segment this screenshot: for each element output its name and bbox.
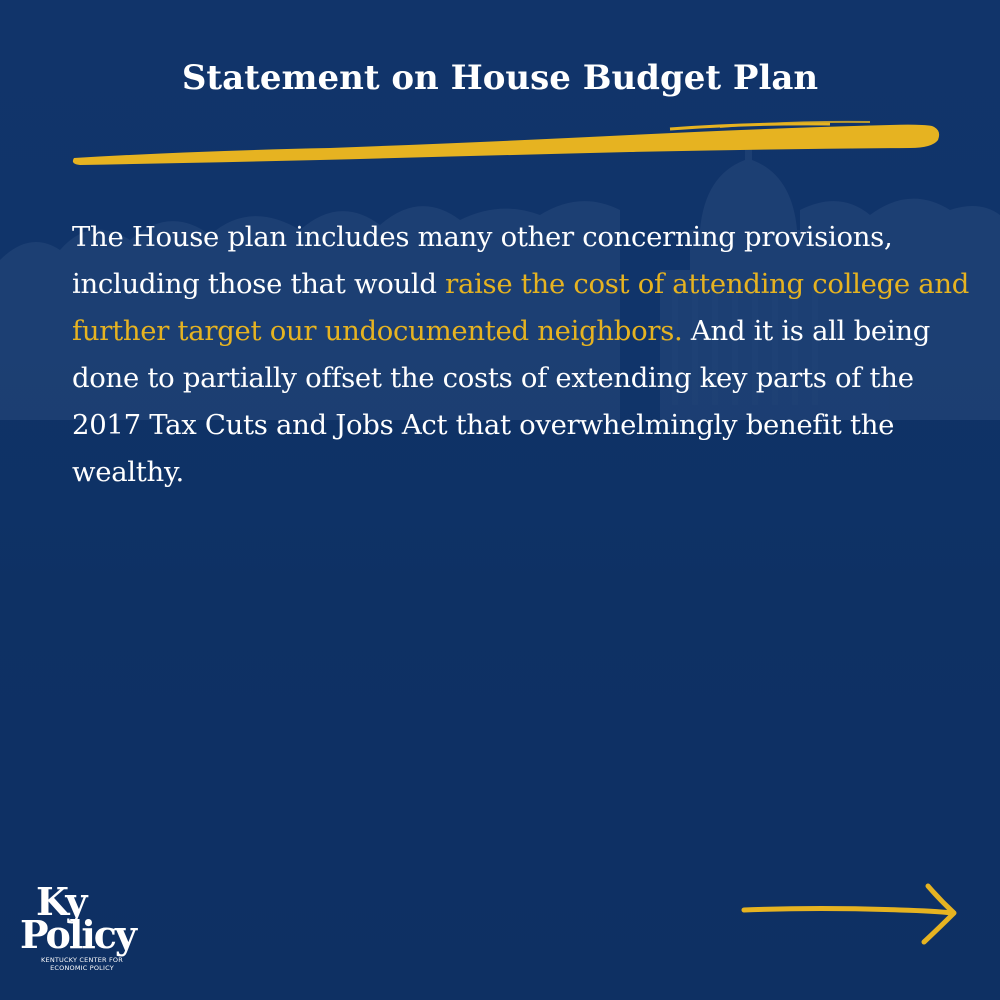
logo-ky: Ky bbox=[36, 879, 86, 924]
kypolicy-logo bbox=[20, 879, 162, 982]
logo-tagline bbox=[22, 956, 142, 972]
logo-tagline-1: KENTUCKY CENTER FOR bbox=[41, 956, 123, 964]
brush-underline-icon bbox=[70, 118, 945, 168]
body-segment-1: The House plan includes many other concerning provisions, including those that would bbox=[72, 221, 893, 300]
page-title: Statement on House Budget Plan bbox=[181, 58, 819, 98]
logo-tagline-2: ECONOMIC POLICY bbox=[50, 964, 114, 972]
statement-body bbox=[72, 214, 972, 496]
logo-policy: Policy bbox=[20, 912, 135, 957]
body-segment-2: And it is all being done to partially offset the costs of extending key parts of the 2017 Tax Cuts and Jobs Act that overwhelmingly benefit the wealthy. bbox=[72, 315, 931, 488]
body-highlight: raise the cost of attending college and further target our undocumented neighbors. bbox=[72, 268, 970, 347]
arrow-right-icon[interactable] bbox=[740, 880, 965, 950]
